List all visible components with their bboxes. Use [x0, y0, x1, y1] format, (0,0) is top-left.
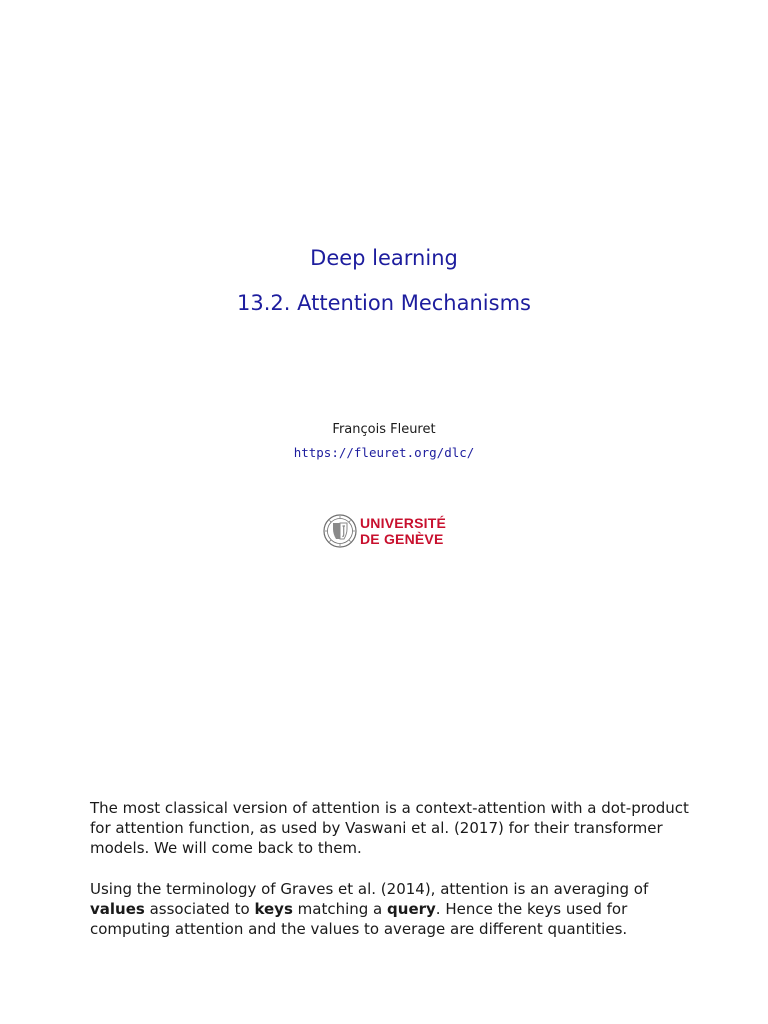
lecture-title: 13.2. Attention Mechanisms [237, 291, 531, 315]
term-query: query [387, 900, 436, 918]
paragraph-1: The most classical version of attention is a context-attention with a dot-product for attention function, as used by Vaswani et al. (2017) for their transformer models. We will come back to them. [90, 799, 689, 857]
university-logo [323, 514, 453, 550]
paragraph-2-text-b: associated to [144, 900, 255, 918]
logo-line-2: DE GENÈVE [360, 531, 444, 547]
term-values: values [90, 900, 145, 918]
term-keys: keys [254, 900, 293, 918]
paragraph-2-text-d: . Hence the keys used for computing attention and the values to average are different quantities. [90, 900, 628, 938]
course-url-link[interactable]: https://fleuret.org/dlc/ [293, 445, 475, 460]
logo-line-1: UNIVERSITÉ [360, 515, 447, 531]
paragraph-2-text-c: matching a [292, 900, 388, 918]
course-title: Deep learning [310, 246, 458, 270]
university-name [360, 515, 446, 547]
author-name: François Fleuret [332, 422, 436, 437]
paragraph-2 [90, 879, 690, 939]
university-seal-icon [323, 514, 357, 548]
paragraph-2-text-a: Using the terminology of Graves et al. (2014), attention is an averaging of [90, 880, 649, 898]
